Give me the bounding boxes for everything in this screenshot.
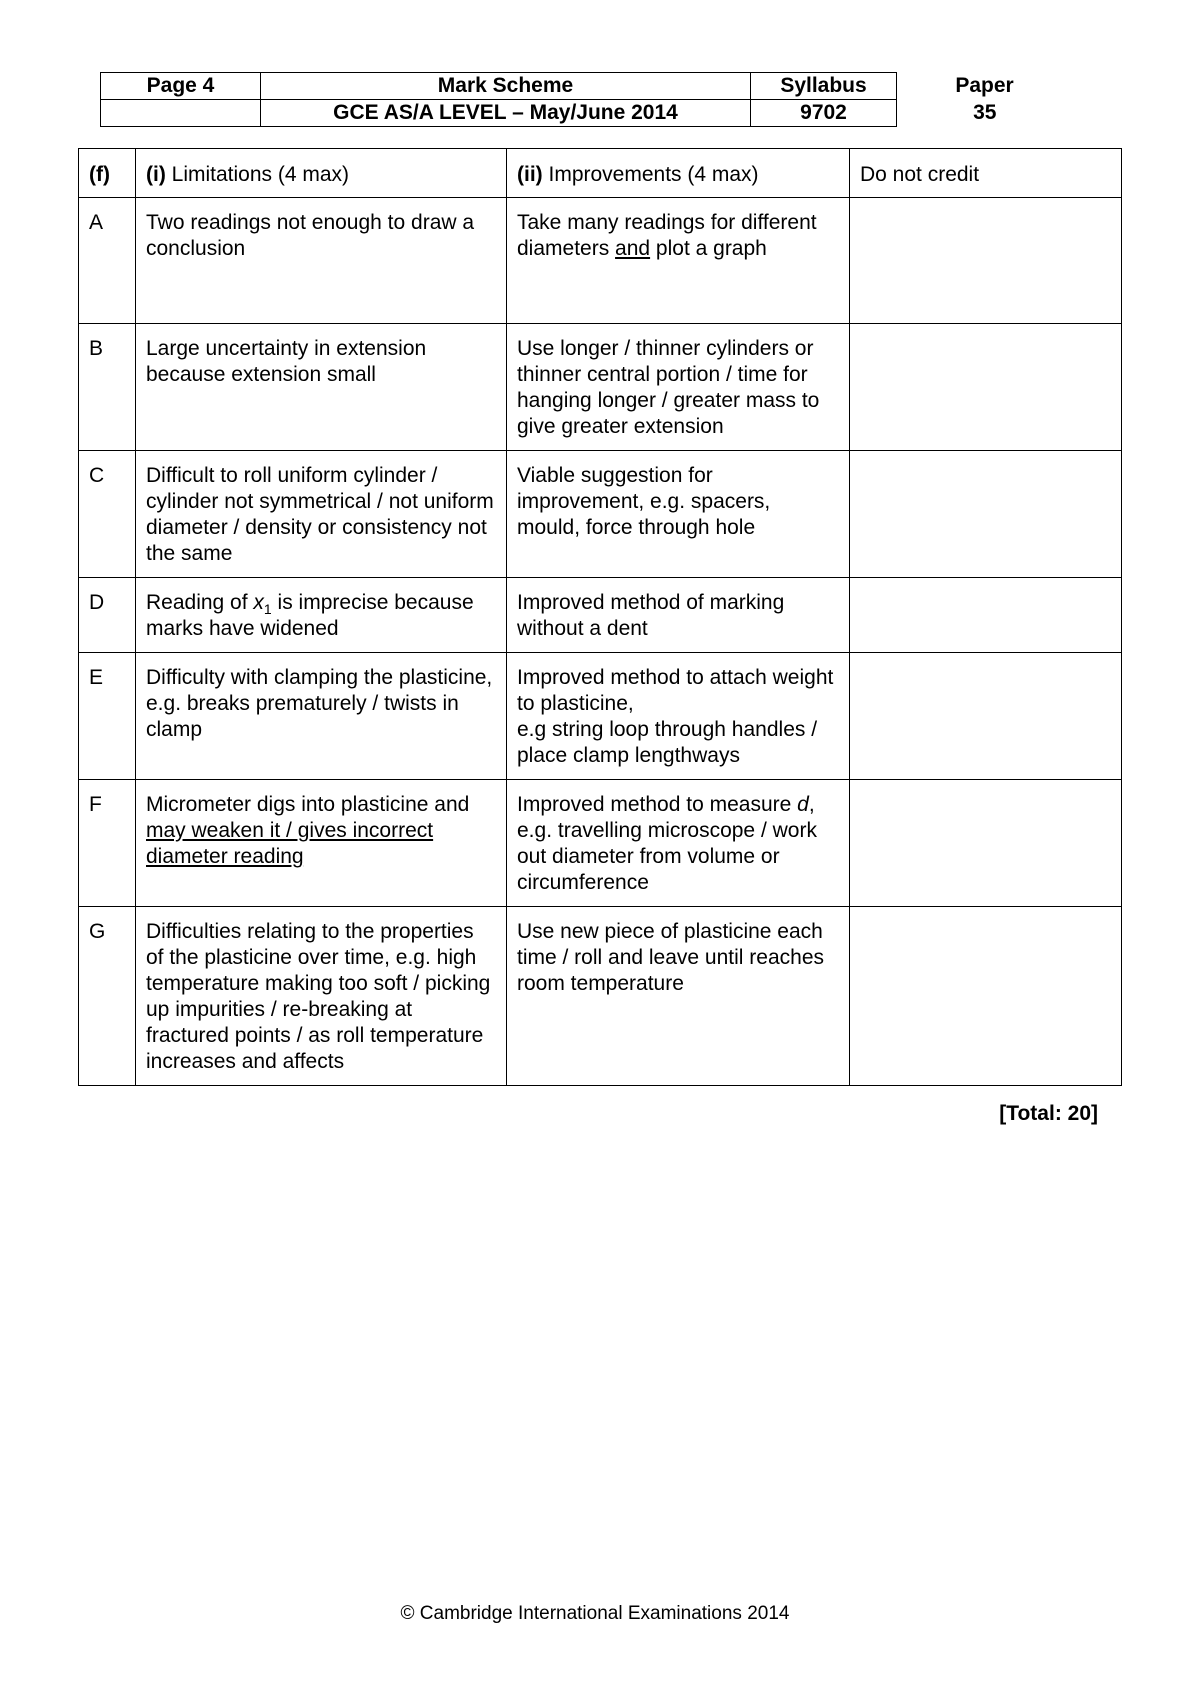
improvement-cell: Use longer / thinner cylinders or thinner central portion / time for hanging longer / greater mass to give greater extension: [507, 324, 850, 451]
total-marks: [Total: 20]: [999, 1102, 1098, 1125]
limitation-cell: [136, 780, 507, 907]
limitation-cell: Difficulties relating to the properties of the plasticine over time, e.g. high temperature making too soft / picking up impurities / re-breaking at fractured points / as roll temperature increases and affects: [136, 907, 507, 1086]
document-title: Mark Scheme: [261, 73, 751, 100]
page-label: Page 4: [101, 73, 261, 100]
limitation-underlined: may weaken it / gives incorrect diameter reading: [146, 819, 434, 868]
table-row: [79, 324, 1122, 451]
improvement-cell: Use new piece of plasticine each time / roll and leave until reaches room temperature: [507, 907, 850, 1086]
exam-subtitle: GCE AS/A LEVEL – May/June 2014: [261, 100, 751, 127]
improvements-header-text: Improvements (4 max): [542, 163, 759, 186]
improvement-underlined: and: [615, 237, 651, 260]
improvement-cell: [507, 780, 850, 907]
improvement-text: plot a graph: [650, 237, 767, 260]
table-row: [79, 578, 1122, 653]
limitation-text: is imprecise because marks have widened: [146, 591, 474, 640]
limitation-cell: Large uncertainty in extension because extension small: [136, 324, 507, 451]
copyright-footer: © Cambridge International Examinations 2014: [400, 1603, 790, 1624]
improvement-cell: [507, 653, 850, 780]
mark-scheme-table: [78, 148, 1122, 1086]
row-key: A: [79, 198, 136, 324]
improvement-text: , e.g. travelling microscope / work out diameter from volume or circumference: [517, 793, 817, 894]
syllabus-code: 9702: [751, 100, 897, 127]
subscript: 1: [263, 601, 272, 618]
improvement-text: Take many readings for different diameters: [517, 211, 817, 260]
paper-number: 35: [973, 101, 997, 124]
table-row: [79, 198, 1122, 324]
no-credit-cell: [850, 780, 1122, 907]
improvement-cell: [507, 198, 850, 324]
no-credit-cell: [850, 198, 1122, 324]
row-key: G: [79, 907, 136, 1086]
limitation-cell: Two readings not enough to draw a conclusion: [136, 198, 507, 324]
variable-x: x: [253, 591, 264, 614]
variable-d: d: [797, 793, 809, 816]
row-key: C: [79, 451, 136, 578]
no-credit-cell: [850, 578, 1122, 653]
improvement-cell: Improved method of marking without a dent: [507, 578, 850, 653]
limitation-text: Reading of: [146, 591, 254, 614]
improvement-text: Improved method to measure: [517, 793, 798, 816]
improvement-line: Improved method to attach weight to plasticine,: [517, 666, 834, 715]
improvements-header-num: (ii): [517, 163, 543, 186]
limitation-cell: [136, 578, 507, 653]
no-credit-cell: [850, 653, 1122, 780]
improvements-header: [507, 149, 850, 198]
limitation-cell: Difficulty with clamping the plasticine, e.g. breaks prematurely / twists in clamp: [136, 653, 507, 780]
limitation-text: Micrometer digs into plasticine and: [146, 793, 470, 816]
no-credit-cell: [850, 907, 1122, 1086]
table-row: [79, 780, 1122, 907]
limitations-header: [136, 149, 507, 198]
no-credit-cell: [850, 324, 1122, 451]
blank-cell: [101, 100, 261, 127]
paper-label: Paper: [955, 74, 1014, 97]
limitations-header-num: (i): [146, 163, 166, 186]
table-header-row: [79, 149, 1122, 198]
improvement-cell: Viable suggestion for improvement, e.g. spacers, mould, force through hole: [507, 451, 850, 578]
row-key: F: [79, 780, 136, 907]
limitation-cell: Difficult to roll uniform cylinder / cylinder not symmetrical / not uniform diameter / density or consistency not the same: [136, 451, 507, 578]
syllabus-label: Syllabus: [751, 73, 897, 100]
limitations-header-text: Limitations (4 max): [165, 163, 350, 186]
improvement-line: e.g string loop through handles / place clamp lengthways: [517, 718, 818, 767]
no-credit-header: Do not credit: [850, 149, 1122, 198]
row-key: D: [79, 578, 136, 653]
table-row: [79, 653, 1122, 780]
no-credit-cell: [850, 451, 1122, 578]
page-header: [100, 72, 1073, 127]
table-row: [79, 451, 1122, 578]
table-row: [79, 907, 1122, 1086]
row-key: B: [79, 324, 136, 451]
row-key: E: [79, 653, 136, 780]
part-label: (f): [79, 149, 136, 198]
